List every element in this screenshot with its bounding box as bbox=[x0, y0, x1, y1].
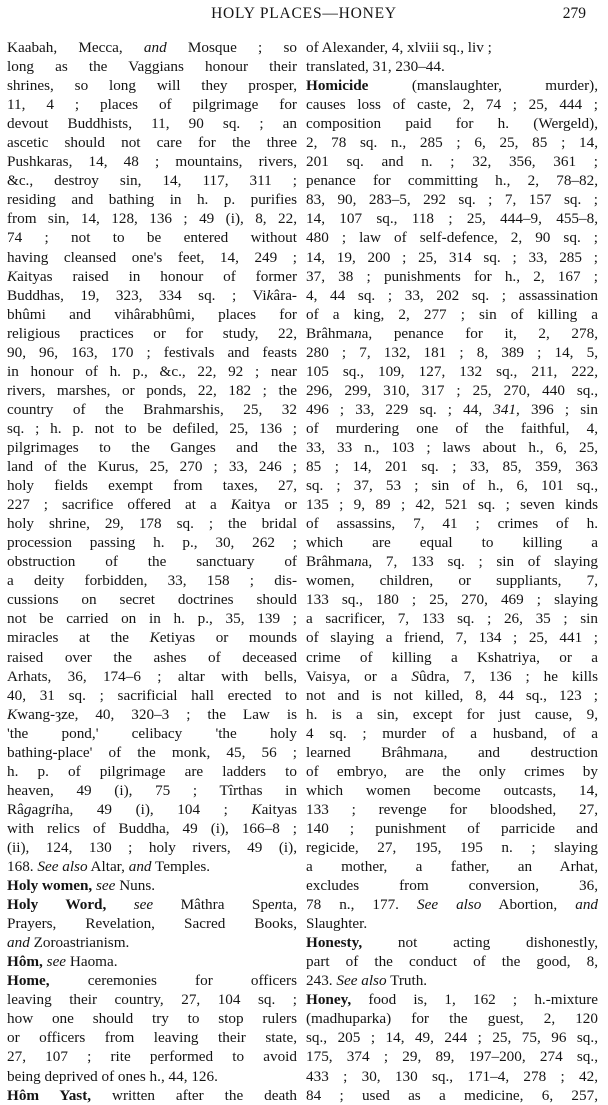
left-line: devout Buddhists, 11, 90 sq. ; an bbox=[7, 115, 297, 133]
right-line: 4, 44 sq. ; 33, 202 sq. ; assassination bbox=[306, 286, 598, 304]
left-line: holy fields exempt from taxes, 27, bbox=[7, 477, 297, 495]
left-line: how one should try to stop rulers bbox=[7, 1010, 297, 1028]
left-line: Hôm Yast, written after the death bbox=[7, 1086, 297, 1104]
left-line: 227 ; sacrifice offered at a Kaitya or bbox=[7, 496, 297, 514]
right-line: composition paid for h. (Wergeld), bbox=[306, 115, 598, 133]
right-line: Brâhmana, penance for it, 2, 278, bbox=[306, 324, 598, 342]
left-line: or officers from leaving their state, bbox=[7, 1029, 297, 1047]
right-line: 480 ; law of self-defence, 2, 90 sq. ; bbox=[306, 229, 598, 247]
right-line: which are equal to killing a bbox=[306, 534, 598, 552]
left-line: a deity forbidden, 33, 158 ; dis- bbox=[7, 572, 297, 590]
right-line: 14, 19, 200 ; 25, 314 sq. ; 33, 285 ; bbox=[306, 248, 598, 266]
left-line: raised over the ashes of deceased bbox=[7, 648, 297, 666]
left-line: 'the pond,' celibacy 'the holy bbox=[7, 724, 297, 742]
left-line: from sin, 14, 128, 136 ; 49 (i), 8, 22, bbox=[7, 210, 297, 228]
right-line: 84 ; used as a medicine, 6, 257, bbox=[306, 1086, 598, 1104]
left-line: pilgrimages to the Ganges and the bbox=[7, 438, 297, 456]
left-line: Holy Word, see Mâthra Spenta, bbox=[7, 896, 297, 914]
right-line: translated, 31, 230–44. bbox=[306, 58, 445, 76]
left-line: leaving their country, 27, 104 sq. ; bbox=[7, 991, 297, 1009]
right-line: sq. ; 37, 53 ; sin of h., 6, 101 sq., bbox=[306, 477, 598, 495]
left-line: 74 ; not to be entered without bbox=[7, 229, 297, 247]
right-line: 105 sq., 109, 127, 132 sq., 211, 222, bbox=[306, 362, 598, 380]
right-line: Homicide (manslaughter, murder), bbox=[306, 77, 598, 95]
right-line: 2, 78 sq. n., 285 ; 6, 25, 85 ; 14, bbox=[306, 134, 598, 152]
left-line: shrines, so long will they prosper, bbox=[7, 77, 297, 95]
right-line: 243. See also Truth. bbox=[306, 972, 428, 990]
left-line: 90, 96, 163, 170 ; festivals and feasts bbox=[7, 343, 297, 361]
right-line: sq., 205 ; 14, 49, 244 ; 25, 75, 96 sq., bbox=[306, 1029, 598, 1047]
right-line: 135 ; 9, 89 ; 42, 521 sq. ; seven kinds bbox=[306, 496, 598, 514]
right-line: Honey, food is, 1, 162 ; h.-mixture bbox=[306, 991, 598, 1009]
running-header bbox=[0, 3, 608, 27]
right-line: of assassins, 7, 41 ; crimes of h. bbox=[306, 515, 598, 533]
left-line: bathing-place' of the monk, 45, 56 ; bbox=[7, 743, 297, 761]
left-line: 27, 107 ; rite performed to avoid bbox=[7, 1048, 297, 1066]
left-line: being deprived of ones h., 44, 126. bbox=[7, 1067, 218, 1085]
right-line: Vaisya, or a Sûdra, 7, 136 ; he kills bbox=[306, 667, 598, 685]
right-line: learned Brâhmana, and destruction bbox=[306, 743, 598, 761]
right-line: of Alexander, 4, xlviii sq., liv ; bbox=[306, 39, 492, 56]
right-line: Honesty, not acting dishonestly, bbox=[306, 934, 598, 952]
left-line: ascetic should not care for the three bbox=[7, 134, 297, 152]
index-column-right bbox=[306, 38, 598, 1105]
left-line: Râgagriha, 49 (i), 104 ; Kaityas bbox=[7, 800, 297, 818]
left-line: miracles at the Ketiyas or mounds bbox=[7, 629, 297, 647]
left-line: residing and bathing in h. p. purifies bbox=[7, 191, 297, 209]
left-line: Pushkaras, 14, 48 ; mountains, rivers, bbox=[7, 153, 297, 171]
right-line: not and is not killed, 8, 44 sq., 123 ; bbox=[306, 686, 598, 704]
right-line: 296, 299, 310, 317 ; 25, 270, 440 sq., bbox=[306, 381, 598, 399]
right-line: 140 ; punishment of parricide and bbox=[306, 819, 598, 837]
right-line: Slaughter. bbox=[306, 915, 368, 933]
right-line: of murdering one of the faithful, 4, bbox=[306, 419, 598, 437]
left-line: cussions on secret doctrines should bbox=[7, 591, 297, 609]
right-line: which women become outcasts, 14, bbox=[306, 781, 598, 799]
left-line: sq. ; h. p. not to be defiled, 25, 136 ; bbox=[7, 419, 297, 437]
right-line: 83, 90, 283–5, 292 sq. ; 7, 157 sq. ; bbox=[306, 191, 598, 209]
left-line: procession passing h. p., 30, 262 ; bbox=[7, 534, 297, 552]
right-line: 33, 33 n., 103 ; laws about h., 6, 25, bbox=[306, 438, 598, 456]
left-line: rivers, marshes, or ponds, 22, 182 ; the bbox=[7, 381, 297, 399]
left-line: Kaabah, Mecca, and Mosque ; so bbox=[7, 39, 297, 56]
left-line: religious practices or for study, 22, bbox=[7, 324, 297, 342]
right-line: excludes from conversion, 36, bbox=[306, 877, 598, 895]
right-line: 14, 107 sq., 118 ; 25, 444–9, 455–8, bbox=[306, 210, 598, 228]
left-line: h. p. of pilgrimage are ladders to bbox=[7, 762, 297, 780]
right-line: 78 n., 177. See also Abortion, and bbox=[306, 896, 598, 914]
right-line: 280 ; 7, 132, 181 ; 8, 389 ; 14, 5, bbox=[306, 343, 598, 361]
left-line: in honour of h. p., &c., 22, 92 ; near bbox=[7, 362, 297, 380]
left-line: 40, 31 sq. ; sacrificial hall erected to bbox=[7, 686, 297, 704]
right-line: women, children, or suppliants, 7, bbox=[306, 572, 598, 590]
right-line: 4 sq. ; murder of a husband, of a bbox=[306, 724, 598, 742]
right-line: (madhuparka) for the guest, 2, 120 bbox=[306, 1010, 598, 1028]
right-line: h. is a sin, except for just cause, 9, bbox=[306, 705, 598, 723]
left-line: bhûmi and vihârabhûmi, places for bbox=[7, 305, 297, 323]
right-line: 496 ; 33, 229 sq. ; 44, 341, 396 ; sin bbox=[306, 400, 598, 418]
left-line: land of the Kurus, 25, 270 ; 33, 246 ; bbox=[7, 458, 297, 476]
left-line: and Zoroastrianism. bbox=[7, 934, 130, 952]
left-line: Arhats, 36, 174–6 ; altar with bells, bbox=[7, 667, 297, 685]
left-line: Kwang-ȝze, 40, 320–3 ; the Law is bbox=[7, 705, 297, 723]
right-line: 201 sq. and n. ; 32, 356, 361 ; bbox=[306, 153, 598, 171]
left-line: obstruction of the sanctuary of bbox=[7, 553, 297, 571]
right-line: of a king, 2, 277 ; sin of killing a bbox=[306, 305, 598, 323]
right-line: causes loss of caste, 2, 74 ; 25, 444 ; bbox=[306, 96, 598, 114]
left-line: heaven, 49 (i), 75 ; Tîrthas in bbox=[7, 781, 297, 799]
right-line: of slaying a friend, 7, 134 ; 25, 441 ; bbox=[306, 629, 598, 647]
left-line: (ii), 124, 130 ; holy rivers, 49 (i), bbox=[7, 838, 297, 856]
left-line: Hôm, see Haoma. bbox=[7, 953, 118, 971]
right-line: 133 ; revenge for bloodshed, 27, bbox=[306, 800, 598, 818]
right-line: 133 sq., 180 ; 25, 270, 469 ; slaying bbox=[306, 591, 598, 609]
right-line: Brâhmana, 7, 133 sq. ; sin of slaying bbox=[306, 553, 598, 571]
right-line: 175, 374 ; 29, 89, 197–200, 274 sq., bbox=[306, 1048, 598, 1066]
left-line: Kaityas raised in honour of former bbox=[7, 267, 297, 285]
right-line: penance for committing h., 2, 78–82, bbox=[306, 172, 598, 190]
running-title: HOLY PLACES—HONEY bbox=[211, 5, 397, 22]
left-line: 11, 4 ; places of pilgrimage for bbox=[7, 96, 297, 114]
right-line: 85 ; 14, 201 sq. ; 33, 85, 359, 363 bbox=[306, 458, 598, 476]
right-line: regicide, 27, 195, 195 n. ; slaying bbox=[306, 838, 598, 856]
left-line: &c., destroy sin, 14, 117, 311 ; bbox=[7, 172, 297, 190]
index-column-left bbox=[7, 38, 297, 1105]
right-line: of embryo, are the only crimes by bbox=[306, 762, 598, 780]
right-line: a mother, a father, an Arhat, bbox=[306, 858, 598, 876]
page-number: 279 bbox=[562, 5, 586, 22]
left-line: Buddhas, 19, 323, 334 sq. ; Vikâra- bbox=[7, 286, 297, 304]
right-line: 37, 38 ; punishments for h., 2, 167 ; bbox=[306, 267, 598, 285]
left-line: not be carried on in h. p., 35, 139 ; bbox=[7, 610, 297, 628]
left-line: country of the Brahmarshis, 25, 32 bbox=[7, 400, 297, 418]
right-line: 433 ; 30, 130 sq., 171–4, 278 ; 42, bbox=[306, 1067, 598, 1085]
right-line: crime of killing a Kshatriya, or a bbox=[306, 648, 598, 666]
left-line: having cleansed one's feet, 14, 249 ; bbox=[7, 248, 297, 266]
left-line: holy shrine, 29, 178 sq. ; the bridal bbox=[7, 515, 297, 533]
left-line: 168. See also Altar, and Temples. bbox=[7, 858, 211, 876]
right-line: a sacrificer, 7, 133 sq. ; 26, 35 ; sin bbox=[306, 610, 598, 628]
left-line: Prayers, Revelation, Sacred Books, bbox=[7, 915, 297, 933]
left-line: Holy women, see Nuns. bbox=[7, 877, 156, 895]
left-line: long as the Vaggians honour their bbox=[7, 58, 297, 76]
left-line: with relics of Buddha, 49 (i), 166–8 ; bbox=[7, 819, 297, 837]
left-line: Home, ceremonies for officers bbox=[7, 972, 297, 990]
right-line: part of the conduct of the good, 8, bbox=[306, 953, 598, 971]
